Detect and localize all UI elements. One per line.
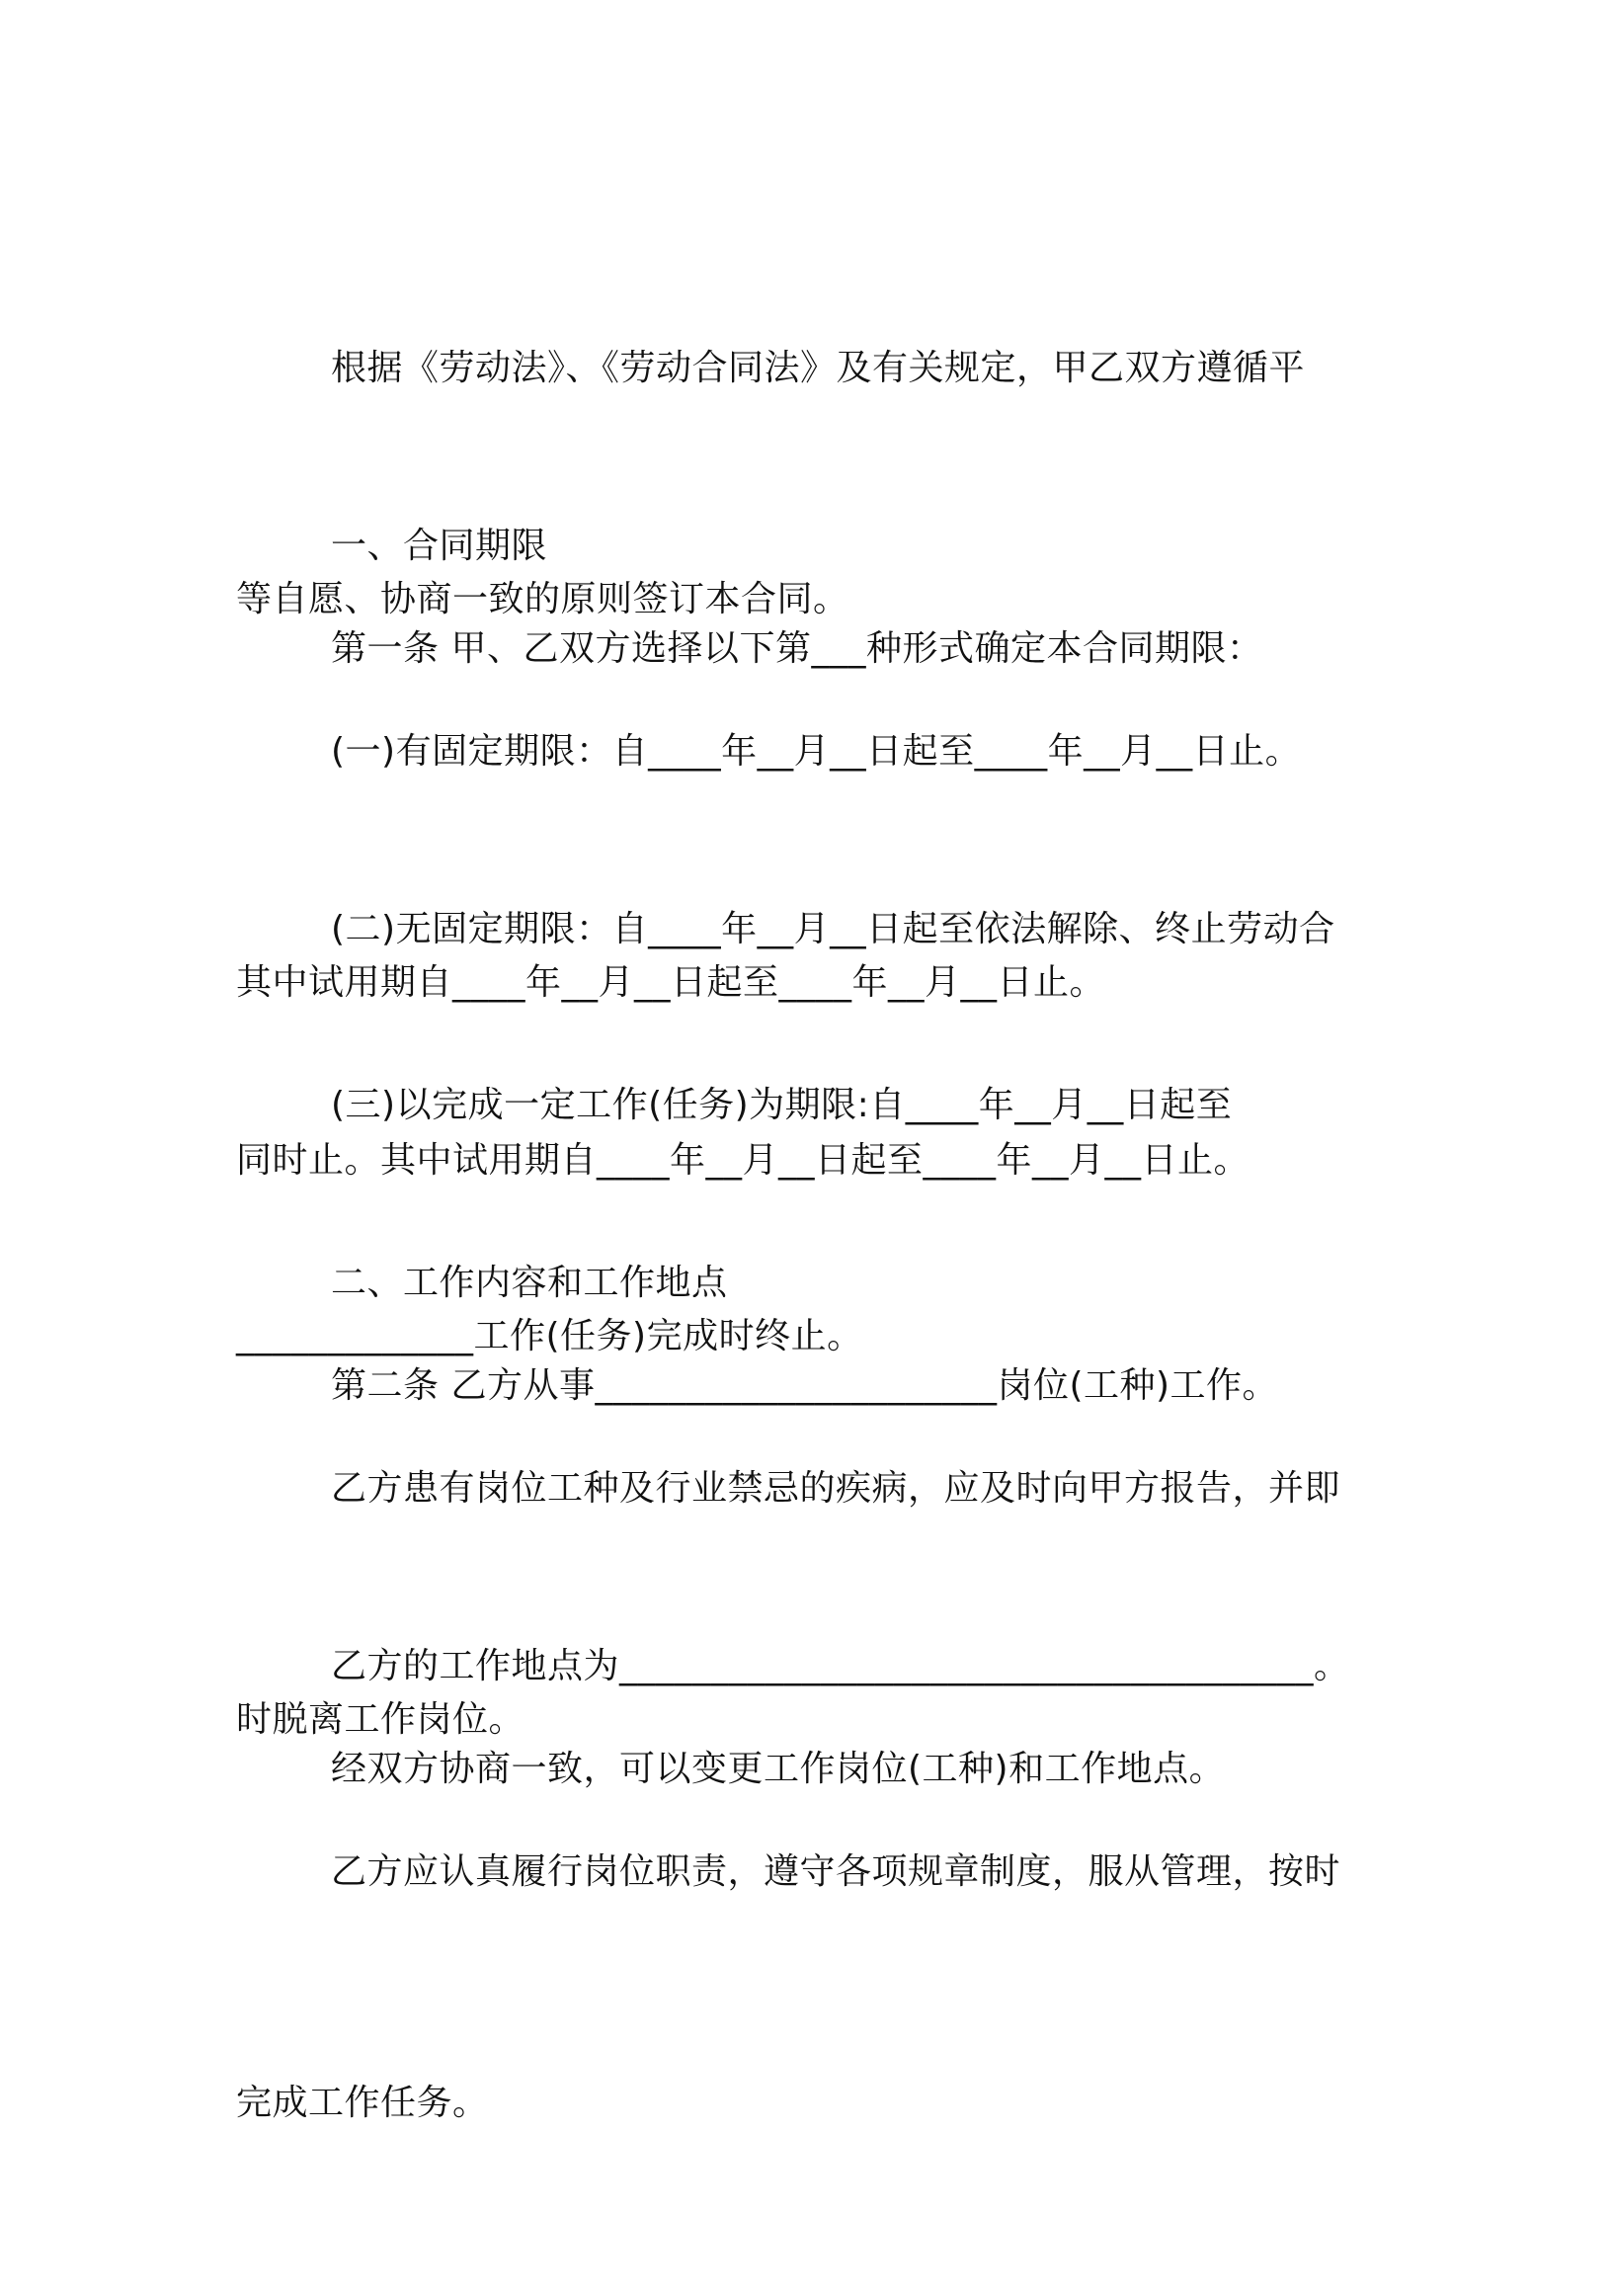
text-line: (三)以完成一定工作(任务)为期限:自____年__月__日起至 <box>331 1085 1233 1125</box>
text-line: (二)无固定期限：自____年__月__日起至依法解除、终止劳动合 <box>331 909 1335 949</box>
text-line: 第二条 乙方从事______________________岗位(工种)工作。 <box>331 1365 1279 1406</box>
text-line: 一、合同期限 <box>331 526 548 566</box>
text-line: 乙方应认真履行岗位职责，遵守各项规章制度，服从管理，按时 <box>331 1851 1341 1892</box>
text-line: 经双方协商一致，可以变更工作岗位(工种)和工作地点。 <box>331 1749 1226 1789</box>
text-line: 其中试用期自____年__月__日起至____年__月__日止。 <box>236 962 1106 1003</box>
text-line: 乙方的工作地点为______________________________________。 <box>331 1646 1350 1686</box>
text-line: 第一条 甲、乙双方选择以下第___种形式确定本合同期限： <box>331 628 1263 669</box>
text-line: 等自愿、协商一致的原则签订本合同。 <box>236 579 849 619</box>
text-line: (一)有固定期限：自____年__月__日起至____年__月__日止。 <box>331 731 1302 772</box>
text-line: 根据《劳动法》、《劳动合同法》及有关规定，甲乙双方遵循平 <box>331 348 1306 388</box>
text-line: 乙方患有岗位工种及行业禁忌的疾病，应及时向甲方报告，并即 <box>331 1468 1341 1509</box>
text-line: 时脱离工作岗位。 <box>236 1699 525 1740</box>
text-line: 完成工作任务。 <box>236 2083 489 2123</box>
paragraph-duties <box>236 1680 1382 2296</box>
text-line: _____________工作(任务)完成时终止。 <box>236 1316 863 1356</box>
text-line: 二、工作内容和工作地点 <box>331 1263 728 1303</box>
text-line: 同时止。其中试用期自____年__月__日起至____年__月__日止。 <box>236 1140 1250 1181</box>
